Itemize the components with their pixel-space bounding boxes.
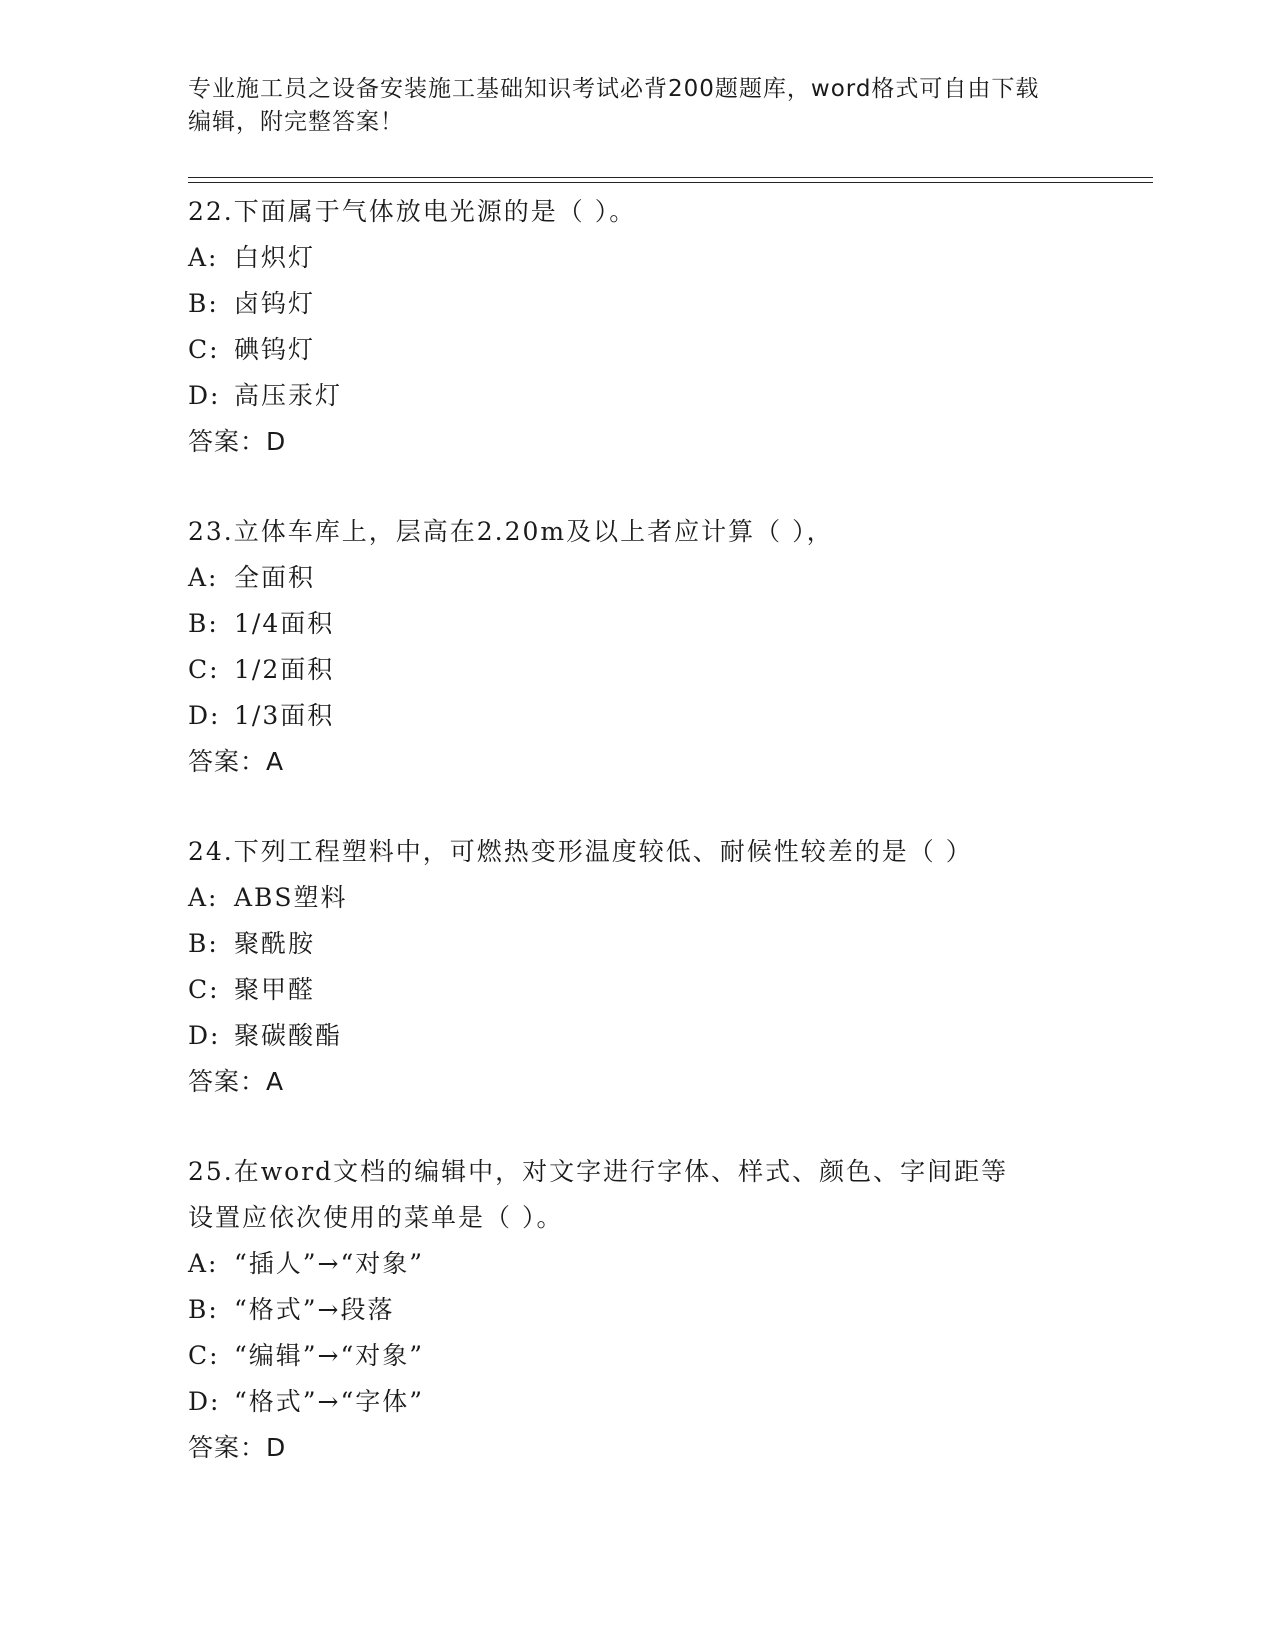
question-text: 25.在word文档的编辑中，对文字进行字体、样式、颜色、字间距等 bbox=[188, 1157, 1009, 1186]
option-text: 聚碳酸酯 bbox=[234, 1021, 343, 1050]
option-a bbox=[188, 555, 1088, 601]
option-key: D: bbox=[188, 1387, 221, 1416]
option-key: A: bbox=[188, 1249, 219, 1278]
question-text-continued: 设置应依次使用的菜单是（ ）。 bbox=[188, 1203, 564, 1232]
option-key: C: bbox=[188, 335, 220, 364]
option-a bbox=[188, 875, 1088, 921]
option-key: A: bbox=[188, 563, 219, 592]
option-d bbox=[188, 1379, 1088, 1425]
option-key: C: bbox=[188, 1341, 220, 1370]
question-text: 22.下面属于气体放电光源的是（ ）。 bbox=[188, 197, 637, 226]
option-d bbox=[188, 1013, 1088, 1059]
option-c bbox=[188, 327, 1088, 373]
option-key: D: bbox=[188, 1021, 221, 1050]
option-key: A: bbox=[188, 883, 219, 912]
option-c bbox=[188, 1333, 1088, 1379]
option-key: B: bbox=[188, 289, 219, 318]
option-text: 白炽灯 bbox=[234, 243, 316, 272]
answer: 答案：D bbox=[188, 1433, 287, 1462]
question-25 bbox=[188, 1149, 1088, 1471]
option-d bbox=[188, 373, 1088, 419]
option-key: D: bbox=[188, 381, 221, 410]
question-text: 23.立体车库上，层高在2.20m及以上者应计算（ ）， bbox=[188, 517, 834, 546]
question-23 bbox=[188, 509, 1088, 785]
option-b bbox=[188, 921, 1088, 967]
option-text: 碘钨灯 bbox=[234, 335, 316, 364]
option-a bbox=[188, 1241, 1088, 1287]
header-rule-bottom bbox=[188, 182, 1153, 183]
option-text: 1/2面积 bbox=[234, 655, 335, 684]
option-text: “插人”→“对象” bbox=[234, 1249, 425, 1278]
answer: 答案：D bbox=[188, 427, 287, 456]
option-c bbox=[188, 647, 1088, 693]
option-d bbox=[188, 693, 1088, 739]
answer: 答案：A bbox=[188, 747, 285, 776]
option-key: C: bbox=[188, 655, 220, 684]
option-c bbox=[188, 967, 1088, 1013]
option-key: B: bbox=[188, 1295, 219, 1324]
option-text: 1/4面积 bbox=[234, 609, 335, 638]
option-a bbox=[188, 235, 1088, 281]
option-key: C: bbox=[188, 975, 220, 1004]
option-b bbox=[188, 281, 1088, 327]
option-text: 聚酰胺 bbox=[234, 929, 316, 958]
option-b bbox=[188, 601, 1088, 647]
header-line-1: 专业施工员之设备安装施工基础知识考试必背200题题库，word格式可自由下载 bbox=[188, 76, 1040, 102]
option-key: B: bbox=[188, 929, 219, 958]
option-text: ABS塑料 bbox=[234, 883, 348, 912]
option-text: 卤钨灯 bbox=[234, 289, 316, 318]
header-line-2: 编辑，附完整答案！ bbox=[188, 109, 404, 135]
option-text: 高压汞灯 bbox=[234, 381, 343, 410]
question-22 bbox=[188, 189, 1088, 465]
option-text: 聚甲醛 bbox=[234, 975, 316, 1004]
document-header bbox=[188, 73, 1068, 139]
option-b bbox=[188, 1287, 1088, 1333]
question-24 bbox=[188, 829, 1088, 1105]
option-key: D: bbox=[188, 701, 221, 730]
option-text: 1/3面积 bbox=[234, 701, 335, 730]
option-text: “编辑”→“对象” bbox=[234, 1341, 425, 1370]
option-text: 全面积 bbox=[234, 563, 316, 592]
option-text: “格式”→“字体” bbox=[234, 1387, 425, 1416]
option-key: A: bbox=[188, 243, 219, 272]
header-rule-top bbox=[188, 177, 1153, 178]
answer: 答案：A bbox=[188, 1067, 285, 1096]
question-text: 24.下列工程塑料中，可燃热变形温度较低、耐候性较差的是（ ） bbox=[188, 837, 973, 866]
option-key: B: bbox=[188, 609, 219, 638]
option-text: “格式”→段落 bbox=[234, 1295, 395, 1324]
